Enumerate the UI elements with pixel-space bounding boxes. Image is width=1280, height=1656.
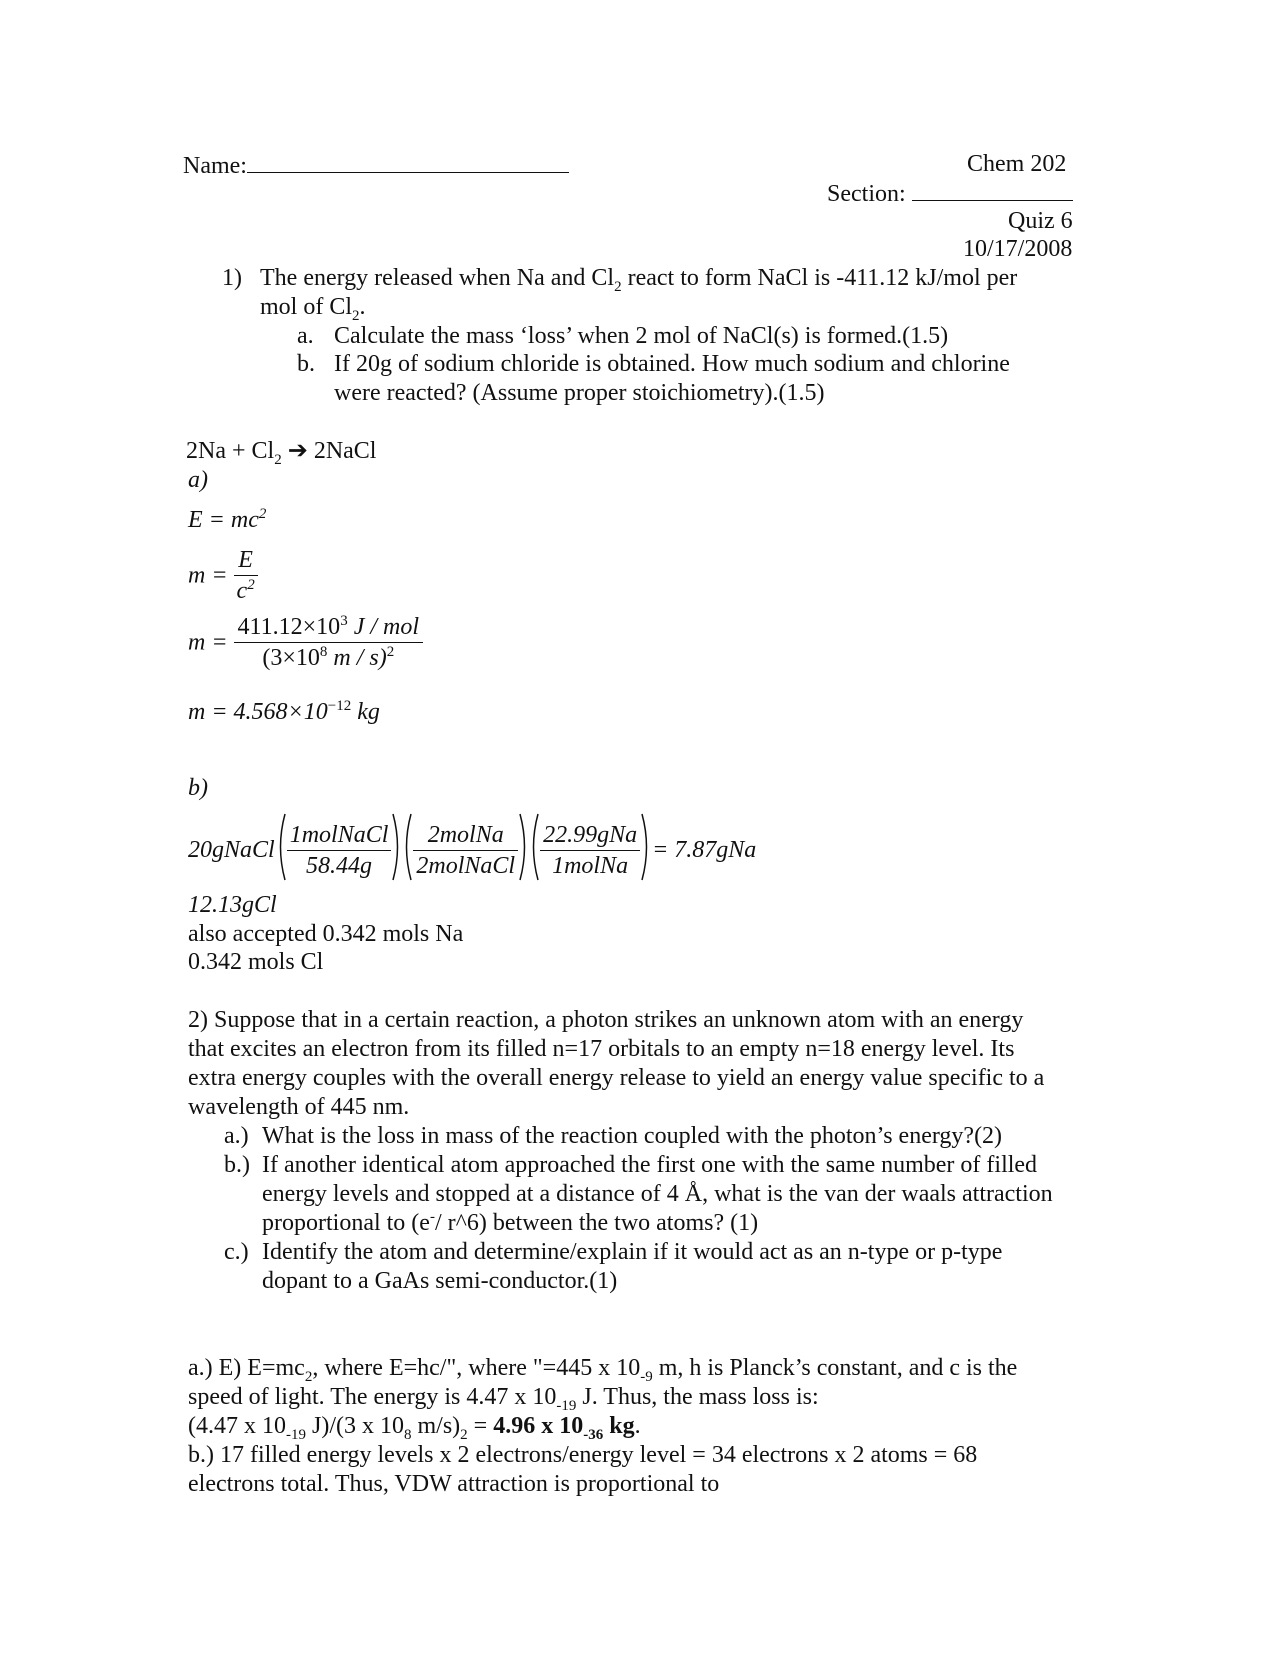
period: .: [634, 1413, 641, 1439]
factor-denominator: 58.44g: [306, 853, 373, 879]
q2-intro-1: 2) Suppose that in a certain reaction, a photon strikes an unknown atom with an energy: [188, 1007, 1024, 1033]
q2b-text-1: If another identical atom approached the first one with the same number of filled: [262, 1152, 1038, 1178]
conversion-factor-1: [287, 820, 392, 881]
exponent: 8: [319, 644, 328, 660]
denominator-unit: m / s): [327, 645, 387, 671]
q1-text-a: The energy released when Na and Cl: [260, 265, 615, 291]
mass-substitution: [188, 612, 423, 673]
left-paren: [275, 812, 287, 889]
fraction-denominator: [234, 576, 258, 606]
superscript: -: [429, 1209, 435, 1225]
fraction-numerator: E: [234, 545, 258, 576]
result-unit: kg: [351, 699, 380, 725]
reaction-equation: [186, 437, 377, 468]
mass-result: [188, 698, 380, 726]
q2b-text-3a: proportional to (e: [262, 1210, 430, 1236]
q1-text-b: react to form NaCl is -411.12 kJ/mol per: [621, 265, 1018, 291]
quiz-date: 10/17/2008: [963, 236, 1073, 262]
paren-pair: [518, 812, 540, 889]
quiz-title: Quiz 6: [1008, 208, 1073, 234]
q2b-marker: b.): [224, 1152, 250, 1178]
part-a-label: a): [188, 467, 208, 493]
sol2-l3-b: J)/(3 x 10: [306, 1413, 404, 1439]
q1a-text: Calculate the mass ‘loss’ when 2 mol of NaCl(s) is formed.(1.5): [334, 323, 949, 349]
sol2-l3-c: m/s): [411, 1413, 461, 1439]
numerator-unit: J / mol: [347, 614, 420, 640]
sol2-line-3: [188, 1412, 641, 1443]
sol2-l2-a: speed of light. The energy is 4.47 x 10: [188, 1384, 557, 1410]
sol2-l1-b: , where E=hc/", where "=445 x 10: [312, 1355, 641, 1381]
chlorine-result: 12.13gCl: [188, 892, 277, 918]
m-equals: m =: [188, 629, 228, 656]
factor-numerator: 22.99gNa: [540, 820, 640, 851]
subscript: 2: [304, 1368, 313, 1385]
mass-formula: [188, 545, 258, 606]
q1a-marker: a.: [297, 323, 314, 349]
subscript: -9: [640, 1368, 653, 1385]
q1b-text-2: were reacted? (Assume proper stoichiometry).(1.5): [334, 380, 825, 406]
exponent: 2: [258, 506, 267, 522]
section-blank: [912, 178, 1073, 201]
q2a-marker: a.): [224, 1123, 249, 1149]
conversion-factor-3: [540, 820, 640, 881]
sol2-line-5: electrons total. Thus, VDW attraction is proportional to: [188, 1471, 720, 1497]
stoichiometry-equation: [188, 812, 756, 889]
paren-pair: [391, 812, 413, 889]
c-symbol: c: [236, 578, 248, 604]
exponent: 2: [386, 644, 395, 660]
subscript: 2: [460, 1426, 468, 1443]
q1-line2-a: mol of Cl: [260, 294, 353, 320]
subscript: 2: [614, 278, 622, 295]
result-value: m = 4.568×10: [188, 699, 328, 725]
subscript: 8: [404, 1426, 412, 1443]
q2c-text-2: dopant to a GaAs semi-conductor.(1): [262, 1268, 618, 1294]
exponent: 3: [340, 613, 348, 629]
reaction-a: 2Na + Cl: [186, 438, 275, 464]
subscript: 2: [274, 451, 282, 468]
fraction-numerator: [234, 612, 423, 643]
fraction-e-over-c2: [234, 545, 258, 606]
exponent: −12: [327, 698, 352, 714]
emc-lhs: E = mc: [188, 507, 259, 533]
q2c-text-1: Identify the atom and determine/explain if it would act as an n-type or p-type: [262, 1239, 1003, 1265]
course-title: Chem 202: [967, 151, 1067, 177]
fraction-energy-over-c2: [234, 612, 423, 673]
q2c-marker: c.): [224, 1239, 249, 1265]
sol2-l1-a: a.) E) E=mc: [188, 1355, 305, 1381]
numerator-value: 411.12×10: [237, 614, 341, 640]
part-b-label: b): [188, 775, 208, 801]
q1-number: 1): [222, 265, 242, 291]
q1b-text-1: If 20g of sodium chloride is obtained. How much sodium and chlorine: [334, 351, 1010, 377]
q2a-text: What is the loss in mass of the reaction coupled with the photon’s energy?(2): [262, 1123, 1003, 1149]
right-paren: [640, 812, 652, 889]
name-blank: [247, 150, 569, 173]
sol2-l1-c: m, h is Planck’s constant, and c is the: [652, 1355, 1018, 1381]
q1-line2-b: .: [359, 294, 366, 320]
q1b-marker: b.: [297, 351, 315, 377]
name-label-line: [183, 150, 569, 180]
factor-numerator: 2molNa: [413, 820, 518, 851]
q2b-text-3: [262, 1209, 758, 1237]
also-accepted-1: also accepted 0.342 mols Na: [188, 921, 464, 947]
denominator-value: (3×10: [262, 645, 320, 671]
sodium-result: = 7.87gNa: [652, 837, 757, 863]
q2b-text-2: energy levels and stopped at a distance of 4 Å, what is the van der waals attraction: [262, 1181, 1053, 1207]
subscript: 2: [352, 307, 360, 324]
m-equals: m =: [188, 562, 228, 589]
subscript: -19: [286, 1426, 306, 1443]
subscript: -19: [556, 1397, 577, 1414]
conversion-factor-2: [413, 820, 518, 881]
sol2-l3-a: (4.47 x 10: [188, 1413, 286, 1439]
q1-text-line2: [260, 293, 366, 324]
factor-numerator: 1molNaCl: [287, 820, 392, 851]
exponent: 2: [247, 577, 255, 593]
factor-denominator: 1molNa: [552, 853, 629, 879]
q1-text-line1: [260, 264, 1018, 295]
sol2-l2-b: J. Thus, the mass loss is:: [576, 1384, 819, 1410]
sol2-line-4: b.) 17 filled energy levels x 2 electrons/energy level = 34 electrons x 2 atoms = 68: [188, 1442, 978, 1468]
name-label: Name:: [183, 153, 247, 179]
sol2-l3-d: =: [467, 1413, 494, 1439]
q2b-text-3b: / r^6) between the two atoms? (1): [434, 1210, 759, 1236]
subscript: -36: [583, 1426, 604, 1443]
mass-loss-answer: 4.96 x 10: [493, 1413, 584, 1439]
section-line: [827, 178, 1073, 208]
mass-loss-unit: kg: [603, 1413, 635, 1439]
factor-denominator: 2molNaCl: [416, 853, 516, 879]
sol2-line-2: [188, 1383, 819, 1414]
reaction-b: ➔ 2NaCl: [281, 438, 377, 464]
also-accepted-2: 0.342 mols Cl: [188, 949, 324, 975]
q2-intro-4: wavelength of 445 nm.: [188, 1094, 410, 1120]
q2-intro-3: extra energy couples with the overall energy release to yield an energy value specific to a: [188, 1065, 1045, 1091]
q2-intro-2: that excites an electron from its filled n=17 orbitals to an empty n=18 energy level. Its: [188, 1036, 1015, 1062]
section-label: Section:: [827, 181, 906, 207]
fraction-denominator: [234, 643, 423, 673]
emc-equation: [188, 506, 266, 534]
sol2-line-1: [188, 1354, 1018, 1385]
start-quantity: 20gNaCl: [188, 837, 275, 863]
